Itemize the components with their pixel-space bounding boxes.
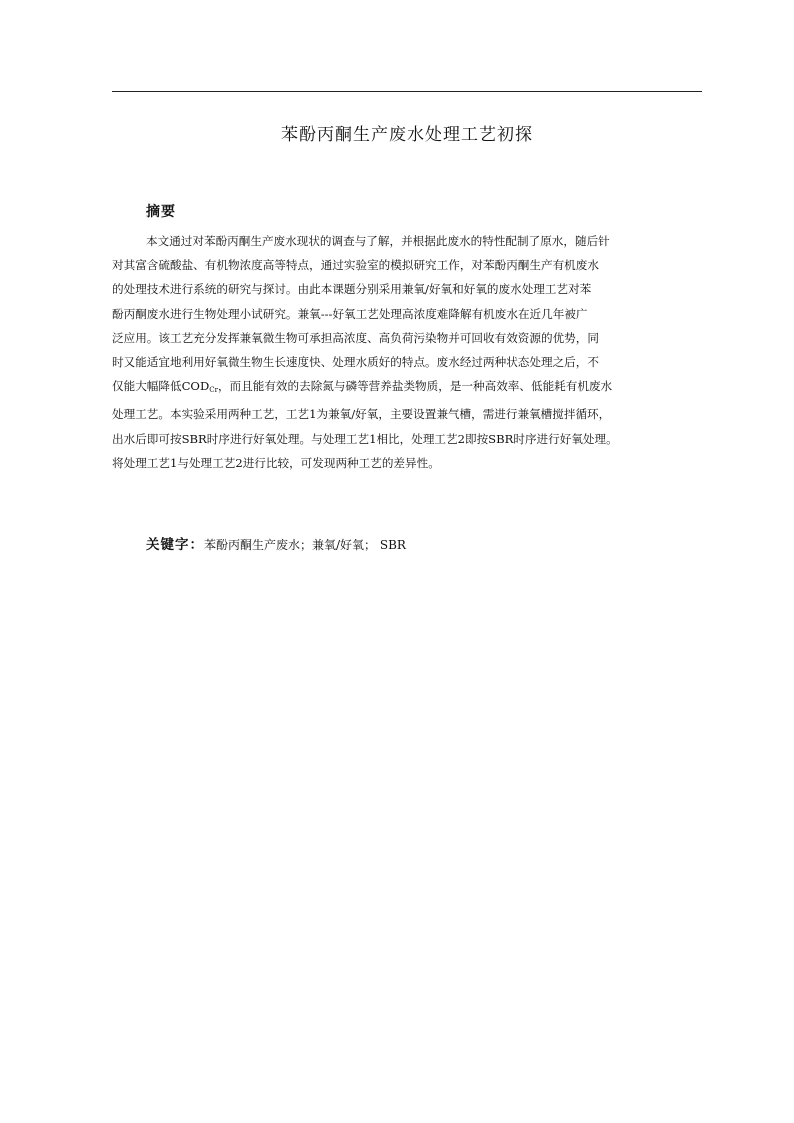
abstract-line: 对其富含硫酸盐、有机物浓度高等特点，通过实验室的模拟研究工作，对苯酚丙酮生产有机废水 <box>112 258 599 273</box>
abstract-line: 酚丙酮废水进行生物处理小试研究。兼氧---好氧工艺处理高浓度难降解有机废水在近几年被广 <box>112 306 588 321</box>
keywords-text: 苯酚丙酮生产废水；兼氧/好氧； SBR <box>204 538 406 552</box>
abstract-line: 的处理技术进行系统的研究与探讨。由此本课题分别采用兼氧/好氧和好氧的废水处理工艺对苯 <box>112 282 592 297</box>
abstract-line: 处理工艺。本实验采用两种工艺，工艺1为兼氧/好氧，主要设置兼气槽，需进行兼氧槽搅拌循环， <box>112 407 611 422</box>
document-title: 苯酚丙酮生产废水处理工艺初探 <box>281 125 533 145</box>
abstract-line-part: ，而且能有效的去除氮与磷等营养盐类物质，是一种高效率、低能耗有机废水 <box>217 379 613 394</box>
abstract-heading: 摘要 <box>146 204 176 220</box>
abstract-line: 将处理工艺1与处理工艺2进行比较，可发现两种工艺的差异性。 <box>112 455 440 470</box>
abstract-line: 出水后即可按SBR时序进行好氧处理。与处理工艺1相比，处理工艺2即按SBR时序进行好氧处理。 <box>112 431 618 446</box>
keywords <box>146 534 406 556</box>
header-rule <box>112 91 702 92</box>
abstract-line: 时又能适宜地利用好氧微生物生长速度快、处理水质好的特点。废水经过两种状态处理之后，不 <box>112 355 599 370</box>
abstract-line: 泛应用。该工艺充分发挥兼氧微生物可承担高浓度、高负荷污染物并可回收有效资源的优势，同 <box>112 330 599 345</box>
abstract-body <box>112 229 700 475</box>
cod-subscript: Cr <box>209 386 218 395</box>
abstract-line <box>112 374 700 402</box>
keywords-label: 关键字： <box>146 537 204 553</box>
abstract-line-part: 仅能大幅降低COD <box>112 379 210 394</box>
abstract-line: 本文通过对苯酚丙酮生产废水现状的调查与了解，并根据此废水的特性配制了原水，随后针 <box>146 234 610 248</box>
